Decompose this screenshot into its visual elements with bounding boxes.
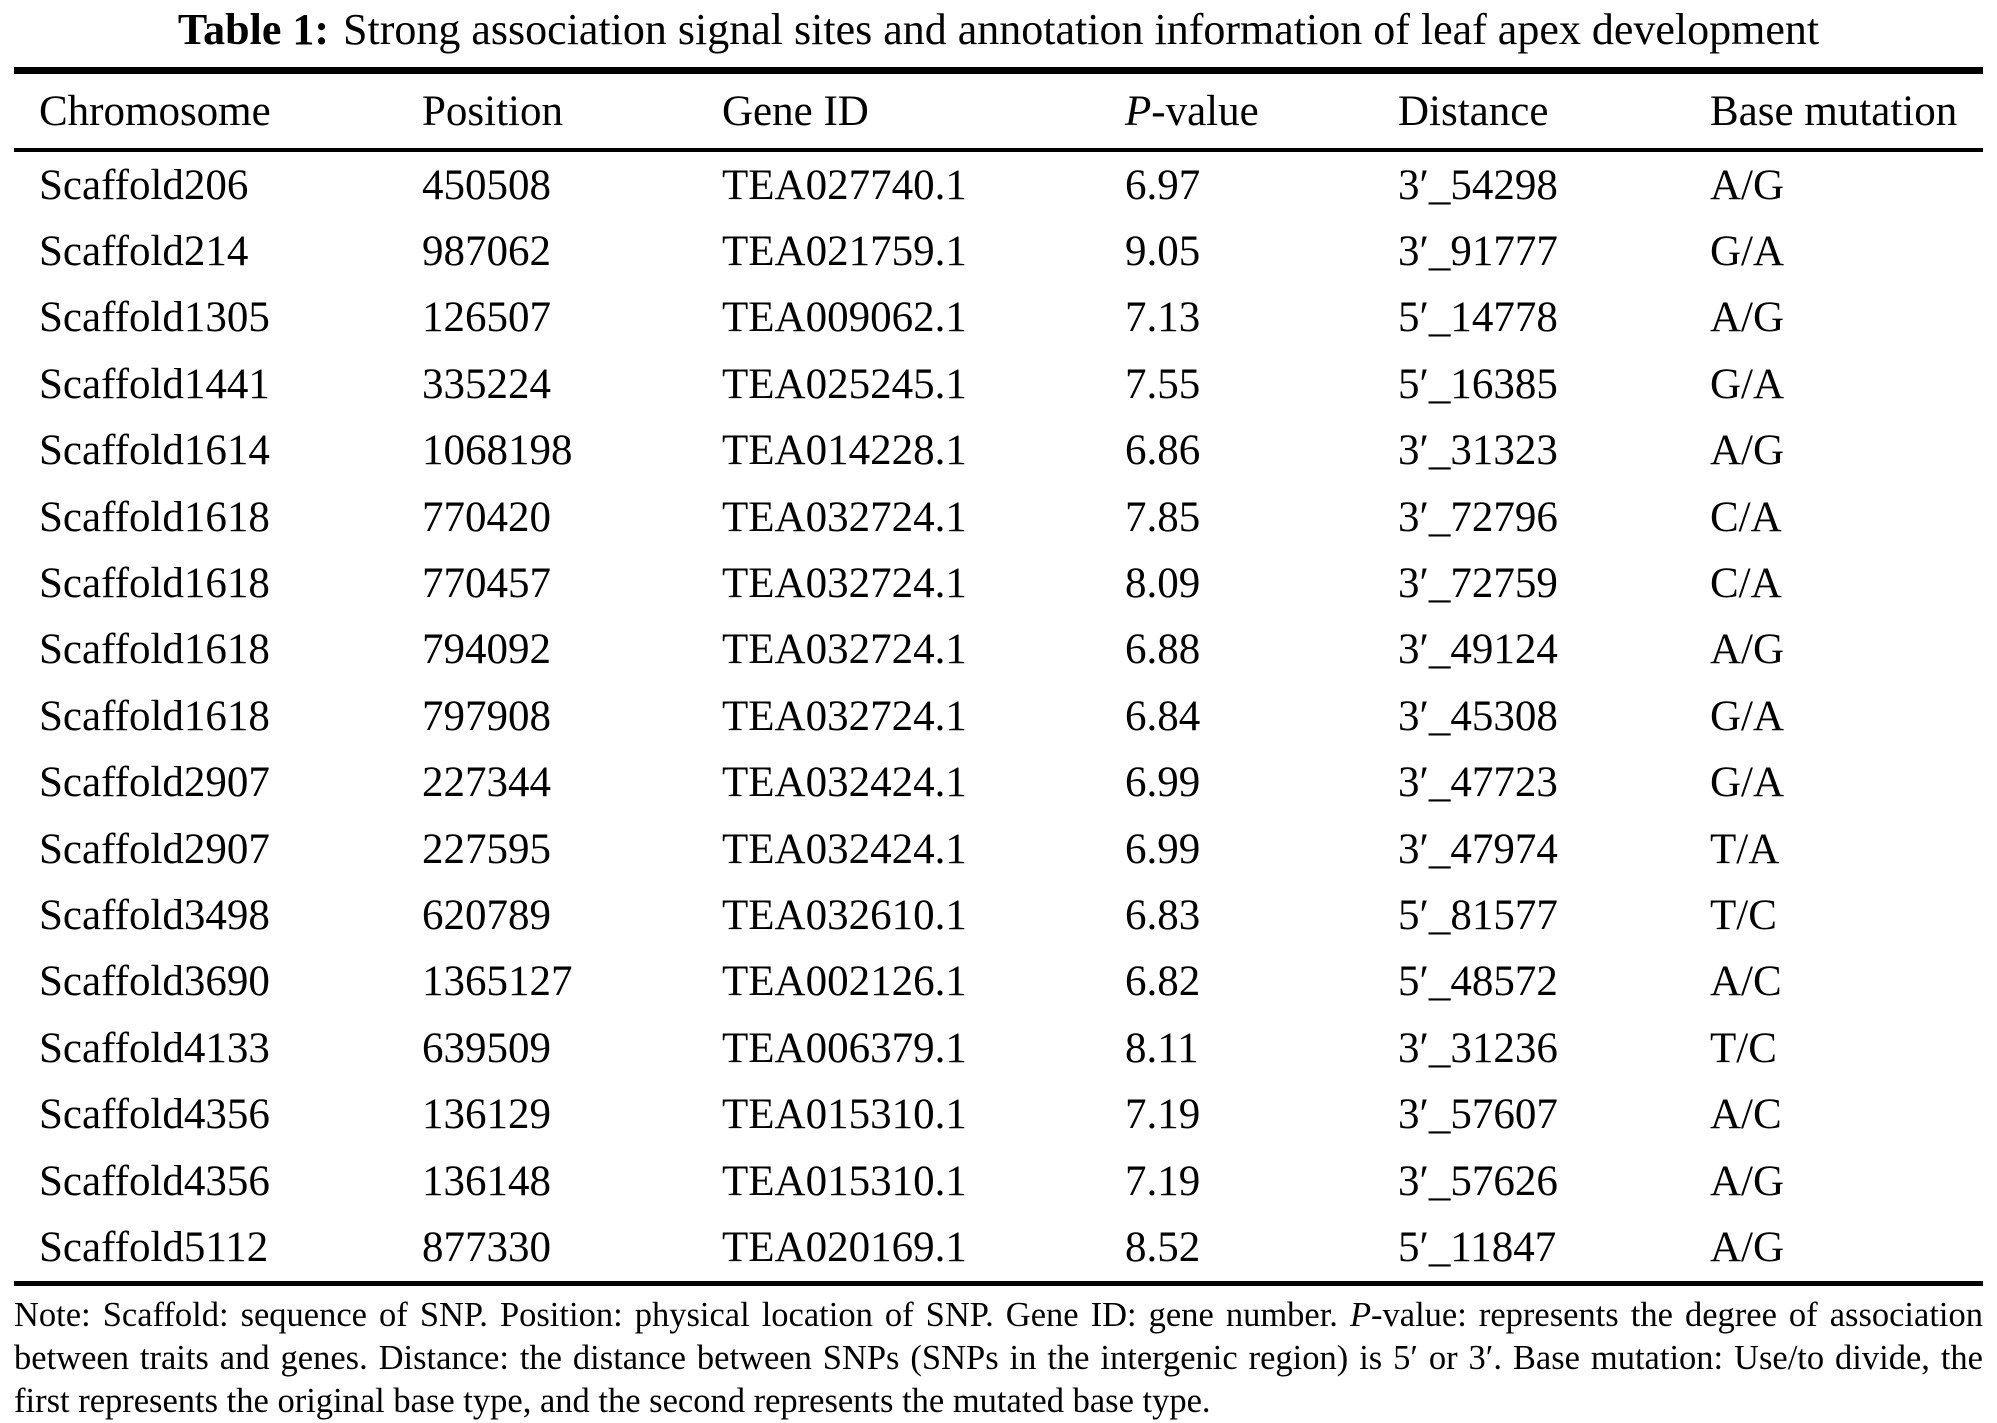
cell-p-value: 6.88 (1125, 626, 1201, 674)
cell-chromosome: Scaffold4133 (39, 1024, 270, 1072)
cell-chromosome: Scaffold1618 (39, 493, 270, 541)
cell-position: 639509 (422, 1024, 551, 1072)
cell-base-mutation: A/C (1710, 958, 1782, 1006)
cell-base-mutation: T/C (1710, 891, 1777, 939)
table-top-rule (14, 67, 1983, 74)
cell-distance: 3′_31236 (1398, 1024, 1558, 1072)
cell-distance: 3′_91777 (1398, 228, 1558, 276)
table-row (0, 1148, 1997, 1214)
cell-position: 770420 (422, 493, 551, 541)
cell-distance: 5′_81577 (1398, 891, 1558, 939)
cell-position: 126507 (422, 294, 551, 342)
cell-base-mutation: A/G (1710, 1223, 1785, 1271)
column-header-base-mutation: Base mutation (1710, 87, 1958, 135)
cell-gene-id: TEA032724.1 (722, 692, 967, 740)
cell-chromosome: Scaffold3498 (39, 891, 270, 939)
cell-chromosome: Scaffold206 (39, 161, 249, 209)
cell-position: 770457 (422, 560, 551, 608)
cell-distance: 3′_47723 (1398, 759, 1558, 807)
cell-gene-id: TEA021759.1 (722, 228, 967, 276)
cell-chromosome: Scaffold1441 (39, 360, 270, 408)
cell-p-value: 7.13 (1125, 294, 1201, 342)
cell-distance: 3′_57626 (1398, 1157, 1558, 1205)
cell-gene-id: TEA014228.1 (722, 427, 967, 475)
cell-position: 1068198 (422, 427, 573, 475)
cell-position: 620789 (422, 891, 551, 939)
table-row (0, 750, 1997, 816)
cell-p-value: 9.05 (1125, 228, 1201, 276)
cell-base-mutation: G/A (1710, 360, 1785, 408)
cell-chromosome: Scaffold1614 (39, 427, 270, 475)
cell-gene-id: TEA025245.1 (722, 360, 967, 408)
table-row (0, 152, 1997, 218)
cell-distance: 3′_49124 (1398, 626, 1558, 674)
cell-base-mutation: T/C (1710, 1024, 1777, 1072)
table-row (0, 683, 1997, 749)
cell-p-value: 8.09 (1125, 560, 1201, 608)
cell-base-mutation: A/G (1710, 626, 1785, 674)
table-row (0, 218, 1997, 284)
cell-chromosome: Scaffold1618 (39, 626, 270, 674)
cell-chromosome: Scaffold1618 (39, 560, 270, 608)
cell-p-value: 8.11 (1125, 1024, 1199, 1072)
cell-base-mutation: A/C (1710, 1091, 1782, 1139)
cell-p-value: 7.19 (1125, 1157, 1201, 1205)
cell-chromosome: Scaffold3690 (39, 958, 270, 1006)
table-number-label: Table 1: (177, 5, 330, 54)
cell-base-mutation: G/A (1710, 692, 1785, 740)
cell-p-value: 6.97 (1125, 161, 1201, 209)
cell-gene-id: TEA032724.1 (722, 626, 967, 674)
cell-distance: 3′_47974 (1398, 825, 1558, 873)
table-body (0, 152, 1997, 1281)
cell-position: 450508 (422, 161, 551, 209)
cell-p-value: 6.83 (1125, 891, 1201, 939)
cell-p-value: 7.85 (1125, 493, 1201, 541)
table-row (0, 418, 1997, 484)
cell-base-mutation: C/A (1710, 493, 1782, 541)
cell-chromosome: Scaffold4356 (39, 1157, 270, 1205)
column-header-distance: Distance (1398, 87, 1549, 135)
cell-position: 136129 (422, 1091, 551, 1139)
cell-chromosome: Scaffold1305 (39, 294, 270, 342)
cell-gene-id: TEA032424.1 (722, 759, 967, 807)
cell-gene-id: TEA002126.1 (722, 958, 967, 1006)
cell-base-mutation: C/A (1710, 560, 1782, 608)
cell-gene-id: TEA032610.1 (722, 891, 967, 939)
cell-position: 136148 (422, 1157, 551, 1205)
cell-base-mutation: G/A (1710, 759, 1785, 807)
cell-distance: 3′_72759 (1398, 560, 1558, 608)
column-header-gene-id: Gene ID (722, 87, 869, 135)
cell-p-value: 8.52 (1125, 1223, 1201, 1271)
table-row (0, 882, 1997, 948)
note-italic-p: P (1349, 1295, 1372, 1334)
cell-p-value: 6.99 (1125, 759, 1201, 807)
cell-gene-id: TEA032424.1 (722, 825, 967, 873)
cell-p-value: 7.19 (1125, 1091, 1201, 1139)
cell-gene-id: TEA015310.1 (722, 1157, 967, 1205)
table-row (0, 550, 1997, 616)
cell-distance: 3′_31323 (1398, 427, 1558, 475)
cell-gene-id: TEA020169.1 (722, 1223, 967, 1271)
cell-distance: 3′_54298 (1398, 161, 1558, 209)
cell-position: 877330 (422, 1223, 551, 1271)
cell-gene-id: TEA032724.1 (722, 493, 967, 541)
note-part2: -value: represents the degree of association between traits and genes. Distance: the distance between SNPs (SNPs in the intergenic region) is 5′ or 3′. Base mutation: Use/to divide, the first represents the original base type, and the second represents the mutated base type. (14, 1295, 1983, 1420)
cell-distance: 3′_57607 (1398, 1091, 1558, 1139)
table-header-row (0, 74, 1997, 148)
cell-p-value: 6.99 (1125, 825, 1201, 873)
table-title-text: Strong association signal sites and annotation information of leaf apex development (343, 5, 1820, 54)
table-title (0, 0, 1997, 67)
cell-distance: 3′_72796 (1398, 493, 1558, 541)
cell-base-mutation: T/A (1710, 825, 1780, 873)
cell-base-mutation: A/G (1710, 427, 1785, 475)
table-row (0, 1214, 1997, 1280)
cell-p-value: 6.84 (1125, 692, 1201, 740)
table-row (0, 351, 1997, 417)
cell-distance: 5′_14778 (1398, 294, 1558, 342)
table-row (0, 949, 1997, 1015)
cell-chromosome: Scaffold2907 (39, 759, 270, 807)
column-header-position: Position (422, 87, 563, 135)
cell-distance: 5′_48572 (1398, 958, 1558, 1006)
table-row (0, 484, 1997, 550)
cell-position: 335224 (422, 360, 551, 408)
cell-position: 227344 (422, 759, 551, 807)
cell-gene-id: TEA027740.1 (722, 161, 967, 209)
cell-chromosome: Scaffold214 (39, 228, 249, 276)
cell-position: 794092 (422, 626, 551, 674)
cell-position: 987062 (422, 228, 551, 276)
cell-chromosome: Scaffold5112 (39, 1223, 269, 1271)
cell-position: 797908 (422, 692, 551, 740)
table-note (14, 1294, 1983, 1423)
cell-p-value: 6.86 (1125, 427, 1201, 475)
p-value-rest: -value (1151, 87, 1259, 135)
p-value-italic-p: P (1125, 87, 1152, 135)
cell-gene-id: TEA006379.1 (722, 1024, 967, 1072)
cell-distance: 5′_11847 (1398, 1223, 1557, 1271)
cell-base-mutation: A/G (1710, 1157, 1785, 1205)
cell-gene-id: TEA032724.1 (722, 560, 967, 608)
note-part1: Note: Scaffold: sequence of SNP. Position: physical location of SNP. Gene ID: gene number. (14, 1295, 1350, 1334)
cell-base-mutation: A/G (1710, 294, 1785, 342)
column-header-chromosome: Chromosome (39, 87, 271, 135)
cell-gene-id: TEA015310.1 (722, 1091, 967, 1139)
cell-distance: 5′_16385 (1398, 360, 1558, 408)
table-row (0, 1081, 1997, 1147)
cell-chromosome: Scaffold1618 (39, 692, 270, 740)
cell-base-mutation: G/A (1710, 228, 1785, 276)
cell-position: 227595 (422, 825, 551, 873)
table-bottom-rule (14, 1281, 1983, 1286)
table-row (0, 1015, 1997, 1081)
cell-gene-id: TEA009062.1 (722, 294, 967, 342)
cell-distance: 3′_45308 (1398, 692, 1558, 740)
cell-p-value: 7.55 (1125, 360, 1201, 408)
table-row (0, 285, 1997, 351)
table-row (0, 816, 1997, 882)
cell-chromosome: Scaffold2907 (39, 825, 270, 873)
cell-base-mutation: A/G (1710, 161, 1785, 209)
column-header-p-value (1125, 87, 1398, 136)
cell-p-value: 6.82 (1125, 958, 1201, 1006)
table-row (0, 617, 1997, 683)
cell-chromosome: Scaffold4356 (39, 1091, 270, 1139)
cell-position: 1365127 (422, 958, 573, 1006)
